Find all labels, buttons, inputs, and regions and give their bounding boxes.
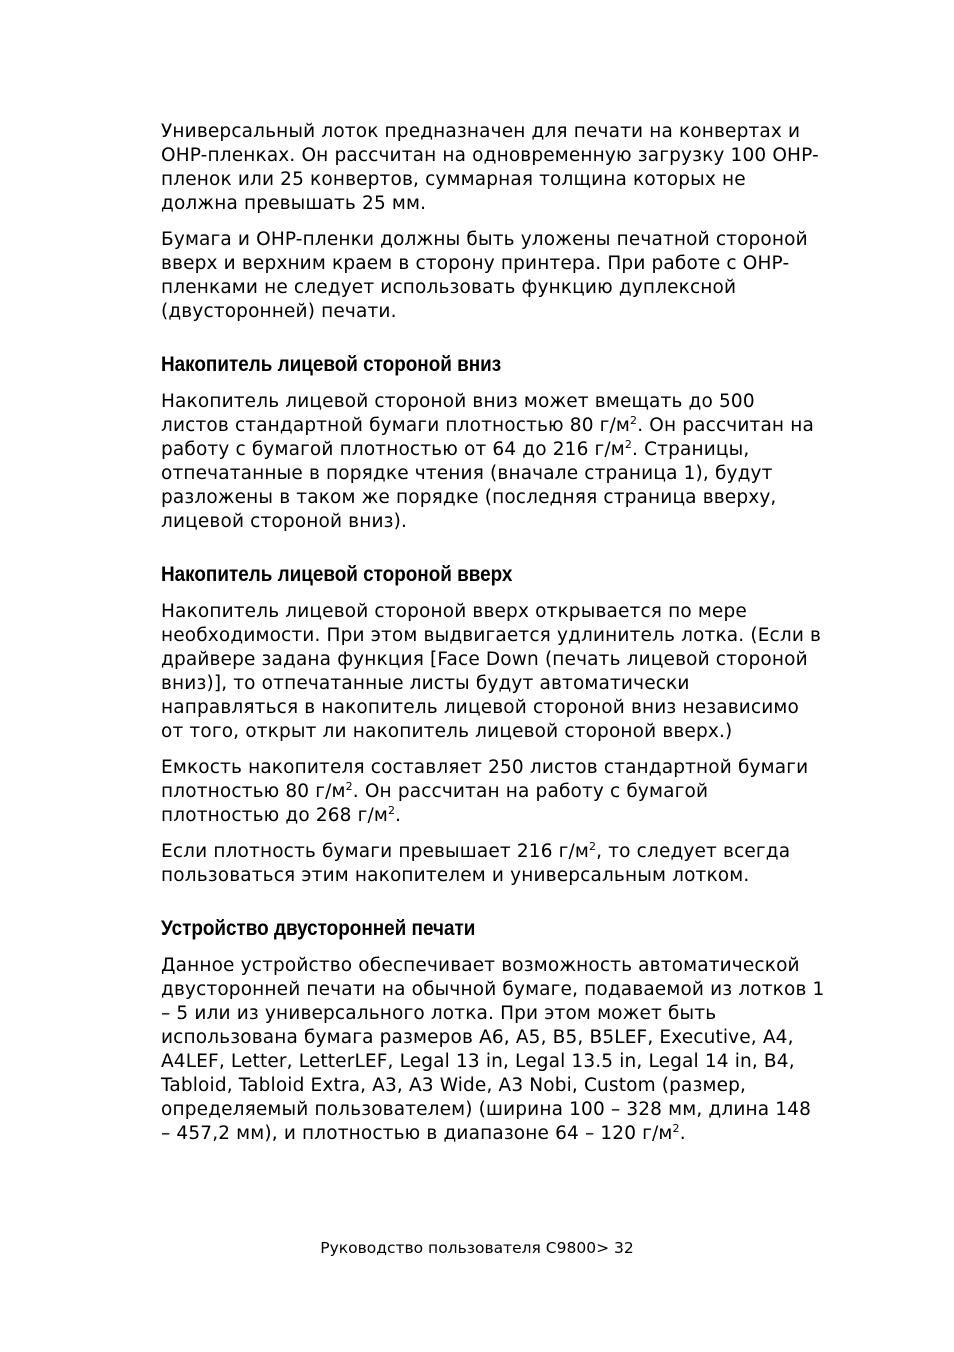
- text-segment: .: [679, 1123, 686, 1144]
- text-segment: Если плотность бумаги превышает 216 г/м: [161, 841, 590, 862]
- superscript: 2: [345, 780, 353, 793]
- text-segment: . Он рассчитан на работу с бумагой плотностью от 64 до 216 г/м: [161, 415, 814, 460]
- paragraph-heavy-paper: [161, 840, 826, 888]
- text-segment: . Он рассчитан на работу с бумагой плотностью до 268 г/м: [161, 781, 709, 826]
- page-footer: Руководство пользователя C9800> 32: [320, 1239, 634, 1257]
- paragraph-mp-tray: Универсальный лоток предназначен для печати на конвертах и OHP-пленках. Он рассчитан на одновременную загрузку 100 OHP-пленок или 25 конвертов, суммарная толщина которых не должна превышать 25 мм.: [161, 121, 819, 214]
- superscript: 2: [589, 840, 597, 853]
- paragraph-face-up-stacker: Накопитель лицевой стороной вверх открывается по мере необходимости. При этом выдвигается удлинитель лотка. (Если в драйвере задана функция [Face Down (печать лицевой стороной вниз)], то отпечатанные листы будут автоматически направляться в накопитель лицевой стороной вниз независимо от того, открыт ли накопитель лицевой стороной вверх.): [161, 601, 822, 742]
- page-content: [161, 120, 826, 1146]
- paragraph-ohp-loading: Бумага и OHP-пленки должны быть уложены печатной стороной вверх и верхним краем в сторону принтера. При работе с OHP-пленками не следует использовать функцию дуплексной (двусторонней) печати.: [161, 229, 808, 322]
- text-segment: , то следует всегда пользоваться этим накопителем и универсальным лотком.: [161, 841, 791, 886]
- superscript: 2: [672, 1122, 680, 1135]
- superscript: 2: [630, 414, 638, 427]
- text-segment: .: [395, 805, 402, 826]
- superscript: 2: [387, 804, 396, 817]
- heading-face-down-stacker: Накопитель лицевой стороной вниз: [161, 353, 502, 376]
- paragraph-face-down-stacker: [161, 390, 826, 534]
- text-segment: Емкость накопителя составляет 250 листов стандартной бумаги плотностью 80 г/м: [161, 757, 809, 802]
- text-segment: Накопитель лицевой стороной вниз может вмещать до 500 листов стандартной бумаги плотностью 80 г/м: [161, 391, 755, 436]
- paragraph-stacker-capacity: [161, 756, 826, 828]
- heading-face-up-stacker: Накопитель лицевой стороной вверх: [161, 563, 513, 586]
- text-segment: . Страницы, отпечатанные в порядке чтения (вначале страница 1), будут разложены в таком же порядке (последняя страница вверху, лицевой стороной вниз).: [161, 439, 777, 532]
- superscript: 2: [624, 438, 633, 451]
- heading-duplex-unit: Устройство двусторонней печати: [161, 917, 476, 940]
- text-segment: Данное устройство обеспечивает возможность автоматической двусторонней печати на обычной бумаге, подаваемой из лотков 1 – 5 или из универсального лотка. При этом может быть использована бумага размеров A6, A5, B5, B5LEF, Executive, A4, A4LEF, Letter, LetterLEF, Legal 13 in, Legal 13.5 in, Legal 14 in, B4, Tabloid, Tabloid Extra, A3, A3 Wide, A3 Nobi, Custom (размер, определяемый пользователем) (ширина 100 – 328 мм, длина 148 – 457,2 мм), и плотностью в диапазоне 64 – 120 г/м: [161, 955, 825, 1144]
- paragraph-duplex-unit: [161, 954, 826, 1146]
